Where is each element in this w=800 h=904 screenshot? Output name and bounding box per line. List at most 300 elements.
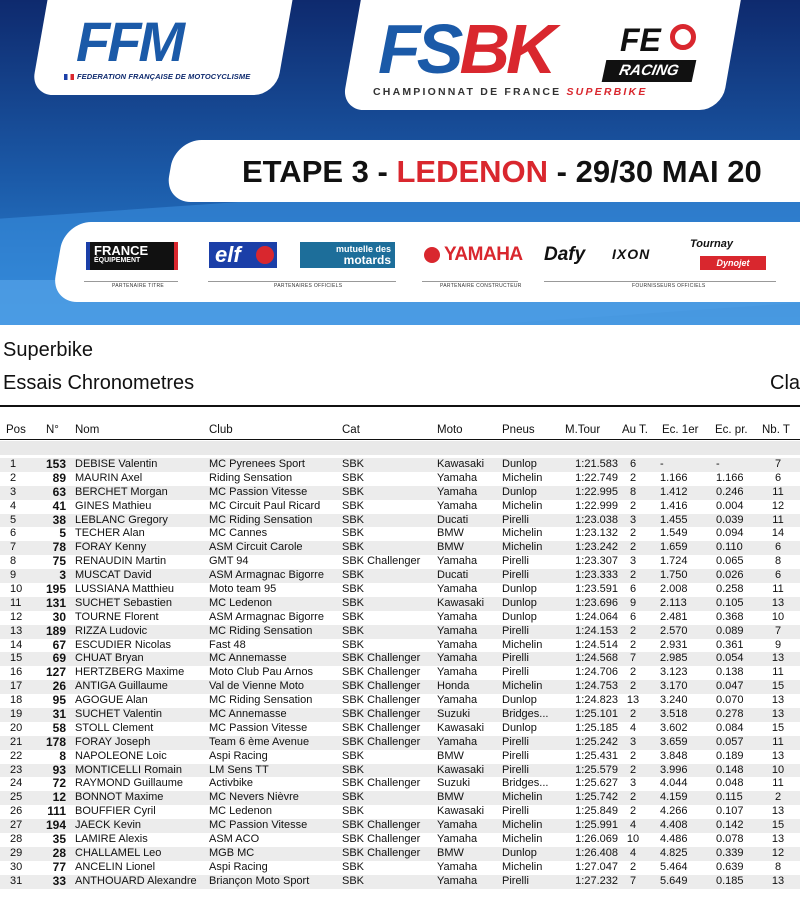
cell-gap-to-first: 2.985 (660, 652, 688, 665)
cell-category: SBK (342, 471, 365, 484)
cell-tyre-brand: Pirelli (502, 555, 529, 568)
cell-lap-number: 8 (629, 485, 637, 498)
cell-best-lap: 1:21.583 (575, 458, 618, 470)
french-flag-icon (64, 74, 74, 80)
cell-bib-number: 3 (59, 569, 66, 583)
cell-tyre-brand: Pirelli (502, 874, 529, 887)
cell-lap-count: 11 (772, 583, 784, 596)
mutuelle-motards-logo (300, 242, 395, 268)
cell-bike-brand: Yamaha (437, 485, 478, 498)
cell-best-lap: 1:23.591 (575, 583, 618, 596)
cell-bike-brand: Kawasaki (437, 458, 485, 470)
cell-tyre-brand: Pirelli (502, 763, 529, 776)
table-row (0, 611, 800, 625)
cell-bike-brand: Yamaha (437, 874, 478, 887)
cell-lap-number: 6 (629, 583, 637, 596)
cell-bike-brand: BMW (437, 541, 464, 554)
cell-lap-count: 7 (774, 458, 782, 470)
cell-tyre-brand: Bridges... (502, 708, 549, 721)
cell-lap-count: 6 (774, 569, 782, 582)
cell-best-lap: 1:23.132 (575, 527, 618, 540)
cell-rider-name: DEBISE Valentin (75, 458, 158, 470)
cell-gap-to-first: 1.412 (660, 485, 688, 498)
cell-lap-count: 11 (772, 777, 784, 790)
cell-gap-to-previous: 0.047 (716, 680, 744, 693)
cell-gap-to-previous: 0.639 (716, 860, 744, 873)
cell-club: ASM Armagnac Bigorre (209, 610, 324, 623)
cell-rider-name: SUCHET Valentin (75, 708, 163, 721)
cell-bike-brand: Yamaha (437, 652, 478, 665)
cell-best-lap: 1:23.242 (575, 541, 618, 554)
cell-gap-to-previous: 0.105 (716, 596, 744, 609)
cell-best-lap: 1:25.742 (575, 791, 618, 804)
cell-position: 11 (10, 596, 22, 609)
cell-lap-count: 6 (774, 471, 782, 484)
cell-lap-number: 2 (629, 569, 637, 582)
cell-lap-number: 2 (629, 499, 637, 512)
cell-bib-number: 38 (52, 513, 66, 527)
cell-gap-to-first: 1.750 (660, 569, 688, 582)
cell-lap-count: 7 (774, 624, 782, 637)
cell-gap-to-previous: 0.110 (716, 541, 743, 554)
cell-position: 24 (10, 777, 23, 790)
cell-lap-number: 4 (629, 721, 637, 734)
cell-lap-number: 2 (629, 805, 637, 818)
cell-gap-to-first: 4.408 (660, 819, 688, 832)
cell-club: MC Passion Vitesse (209, 485, 308, 498)
cell-bib-number: 189 (45, 624, 66, 638)
cell-club: MC Pyrenees Sport (209, 458, 305, 470)
cell-bike-brand: Suzuki (437, 777, 471, 790)
cell-best-lap: 1:23.333 (575, 569, 618, 582)
table-row (0, 666, 800, 680)
event-venue: LEDENON (396, 154, 549, 189)
cell-category: SBK (342, 749, 365, 762)
cell-position: 23 (10, 763, 23, 776)
cell-gap-to-first: 4.266 (660, 805, 688, 818)
cell-club: Moto team 95 (209, 583, 277, 596)
cell-lap-number: 6 (629, 610, 637, 623)
cell-category: SBK Challenger (342, 833, 421, 846)
cell-gap-to-first: 2.113 (660, 596, 687, 609)
cell-gap-to-previous: 0.278 (716, 708, 744, 721)
cell-gap-to-previous: 0.070 (716, 694, 744, 707)
cell-category: SBK Challenger (342, 819, 421, 832)
cell-rider-name: LUSSIANA Matthieu (75, 583, 175, 596)
cell-gap-to-first: 4.825 (660, 846, 688, 859)
cell-bib-number: 131 (45, 596, 66, 610)
cell-position: 19 (10, 708, 23, 721)
cell-position: 8 (10, 555, 17, 568)
cell-lap-count: 10 (771, 610, 785, 623)
cell-bike-brand: Kawasaki (437, 763, 485, 776)
cell-bib-number: 63 (52, 485, 66, 499)
cell-bib-number: 95 (52, 694, 66, 708)
cell-bib-number: 78 (52, 541, 66, 555)
cell-category: SBK (342, 805, 365, 818)
cell-lap-count: 10 (771, 763, 785, 776)
table-row (0, 597, 800, 611)
cell-gap-to-previous: 0.148 (716, 763, 744, 776)
cell-tyre-brand: Dunlop (502, 694, 537, 707)
cell-club: MGB MC (209, 846, 255, 859)
cell-bike-brand: Kawasaki (437, 805, 485, 818)
cell-gap-to-previous: 0.107 (716, 805, 744, 818)
cell-gap-to-first: 4.044 (660, 777, 688, 790)
table-row (0, 472, 800, 486)
cell-category: SBK Challenger (342, 680, 421, 693)
cell-lap-count: 15 (771, 721, 785, 734)
cell-club: Moto Club Pau Arnos (209, 666, 313, 679)
cell-best-lap: 1:26.069 (575, 833, 618, 846)
cell-category: SBK (342, 569, 365, 582)
cell-rider-name: MUSCAT David (75, 569, 152, 582)
cell-club: MC Annemasse (209, 708, 287, 721)
cell-tyre-brand: Michelin (502, 471, 543, 484)
cell-lap-number: 2 (629, 527, 637, 540)
cell-bike-brand: Yamaha (437, 471, 478, 484)
cell-lap-count: 11 (772, 485, 784, 498)
cell-best-lap: 1:24.706 (575, 666, 618, 679)
cell-rider-name: FORAY Kenny (75, 541, 147, 554)
cell-best-lap: 1:24.153 (575, 624, 618, 637)
cell-position: 13 (10, 624, 23, 637)
cell-rider-name: JAECK Kevin (75, 819, 142, 832)
cell-tyre-brand: Dunlop (502, 846, 537, 859)
cell-best-lap: 1:24.514 (575, 638, 618, 651)
cell-rider-name: LAMIRE Alexis (75, 833, 148, 846)
cell-gap-to-previous: 0.026 (716, 569, 744, 582)
cell-gap-to-first: 3.170 (660, 680, 688, 693)
col-header-name: Nom (75, 424, 100, 436)
col-header-number: N° (46, 424, 59, 436)
cell-gap-to-previous: 0.039 (716, 513, 744, 526)
cell-gap-to-previous: 0.084 (716, 721, 744, 734)
cell-tyre-brand: Michelin (502, 819, 543, 832)
cell-best-lap: 1:25.242 (575, 735, 618, 748)
cell-lap-number: 2 (629, 638, 637, 651)
cell-gap-to-first: 1.455 (660, 513, 688, 526)
cell-best-lap: 1:25.431 (575, 749, 618, 762)
cell-category: SBK Challenger (342, 777, 421, 790)
cell-category: SBK (342, 541, 365, 554)
dynojet-logo: Dynojet (700, 256, 766, 270)
cell-best-lap: 1:24.064 (575, 610, 618, 623)
cell-best-lap: 1:26.408 (575, 846, 618, 859)
cell-rider-name: ESCUDIER Nicolas (75, 638, 171, 651)
cell-lap-number: 2 (629, 666, 637, 679)
table-row (0, 805, 800, 819)
cell-rider-name: STOLL Clement (75, 721, 154, 734)
col-header-category: Cat (342, 424, 360, 436)
cell-lap-count: 2 (774, 791, 782, 804)
cell-lap-number: 2 (629, 749, 637, 762)
cell-category: SBK Challenger (342, 666, 421, 679)
cell-bike-brand: Yamaha (437, 583, 478, 596)
cell-gap-to-first: - (660, 458, 664, 470)
sponsor-caption-rule (422, 281, 518, 282)
cell-club: Aspi Racing (209, 860, 268, 873)
cell-tyre-brand: Michelin (502, 833, 543, 846)
cell-lap-count: 13 (771, 874, 785, 887)
table-row (0, 514, 800, 528)
championship-subtitle-suffix: SUPERBIKE (566, 86, 648, 98)
cell-bike-brand: Yamaha (437, 499, 478, 512)
cell-bib-number: 41 (52, 499, 66, 513)
table-row (0, 527, 800, 541)
cell-bib-number: 178 (45, 735, 66, 749)
cell-lap-count: 9 (774, 638, 782, 651)
cell-rider-name: AGOGUE Alan (75, 694, 148, 707)
cell-gap-to-previous: 0.189 (716, 749, 744, 762)
cell-bike-brand: Ducati (437, 569, 469, 582)
france-equipement-logo (86, 242, 178, 270)
cell-bib-number: 5 (59, 527, 66, 541)
cell-bike-brand: BMW (437, 791, 464, 804)
cell-category: SBK (342, 583, 365, 596)
cell-lap-number: 2 (629, 471, 637, 484)
cell-best-lap: 1:22.999 (575, 499, 618, 512)
cell-gap-to-first: 3.996 (660, 763, 688, 776)
cell-category: SBK (342, 513, 365, 526)
cell-best-lap: 1:23.696 (575, 596, 618, 609)
cell-gap-to-first: 2.008 (660, 583, 688, 596)
cell-rider-name: TECHER Alan (75, 527, 145, 540)
cell-club: MC Circuit Paul Ricard (209, 499, 321, 512)
cell-bib-number: 75 (52, 555, 66, 569)
cell-gap-to-previous: 0.004 (716, 499, 744, 512)
cell-lap-count: 11 (772, 735, 784, 748)
col-header-bike: Moto (437, 424, 463, 436)
cell-category: SBK Challenger (342, 652, 421, 665)
cell-lap-number: 2 (629, 860, 637, 873)
cell-rider-name: HERTZBERG Maxime (75, 666, 185, 679)
cell-lap-count: 11 (772, 666, 784, 679)
cell-gap-to-previous: 0.258 (716, 583, 744, 596)
cell-bike-brand: Yamaha (437, 735, 478, 748)
cell-bib-number: 77 (52, 860, 66, 874)
cell-position: 30 (10, 860, 23, 873)
table-row (0, 819, 800, 833)
cell-club: MC Annemasse (209, 652, 287, 665)
cell-club: ASM Armagnac Bigorre (209, 569, 324, 582)
cell-lap-count: 15 (771, 680, 785, 693)
cell-position: 5 (10, 513, 17, 526)
cell-bib-number: 35 (52, 833, 66, 847)
cell-bike-brand: Yamaha (437, 555, 478, 568)
table-row (0, 736, 800, 750)
cell-rider-name: BOUFFIER Cyril (75, 805, 156, 818)
cell-lap-count: 11 (772, 513, 784, 526)
cell-bib-number: 89 (52, 471, 66, 485)
cell-bib-number: 127 (45, 666, 66, 680)
cell-bike-brand: Yamaha (437, 833, 478, 846)
cell-bike-brand: Ducati (437, 513, 469, 526)
dafy-logo: Dafy (544, 244, 586, 265)
cell-rider-name: BONNOT Maxime (75, 791, 164, 804)
col-header-lap-no: Au T. (622, 424, 648, 436)
table-row (0, 639, 800, 653)
cell-lap-count: 13 (771, 652, 785, 665)
cell-bike-brand: Kawasaki (437, 721, 485, 734)
cell-bike-brand: Suzuki (437, 708, 471, 721)
cell-bike-brand: BMW (437, 749, 464, 762)
fe-logo: FE (620, 22, 661, 58)
cell-category: SBK (342, 610, 365, 623)
cell-bib-number: 33 (52, 874, 66, 888)
france-equipement-text: FRANCE (94, 243, 149, 258)
cell-bib-number: 12 (52, 791, 66, 805)
cell-bike-brand: Yamaha (437, 860, 478, 873)
table-row (0, 847, 800, 861)
yamaha-logo: YAMAHA (444, 244, 523, 265)
cell-category: SBK (342, 624, 365, 637)
cell-gap-to-first: 3.240 (660, 694, 688, 707)
cell-lap-count: 14 (771, 527, 785, 540)
cell-rider-name: RENAUDIN Martin (75, 555, 167, 568)
header-divider (0, 439, 800, 440)
col-header-gap-first: Ec. 1er (662, 424, 699, 436)
cell-tyre-brand: Bridges... (502, 777, 549, 790)
cell-bike-brand: Yamaha (437, 694, 478, 707)
table-row (0, 555, 800, 569)
cell-best-lap: 1:24.753 (575, 680, 618, 693)
cell-bib-number: 26 (52, 680, 66, 694)
elf-logo: elf (209, 242, 277, 268)
cell-bike-brand: Yamaha (437, 666, 478, 679)
cell-tyre-brand: Pirelli (502, 749, 529, 762)
cell-gap-to-first: 1.659 (660, 541, 688, 554)
cell-lap-number: 2 (629, 708, 637, 721)
cell-category: SBK (342, 791, 365, 804)
cell-lap-count: 13 (771, 694, 785, 707)
table-row (0, 541, 800, 555)
series-title: Superbike (3, 339, 94, 361)
cell-tyre-brand: Dunlop (502, 610, 537, 623)
cell-category: SBK (342, 499, 365, 512)
cell-rider-name: MAURIN Axel (75, 471, 143, 484)
table-spacer-band (0, 441, 800, 455)
cell-tyre-brand: Michelin (502, 541, 543, 554)
cell-gap-to-previous: 0.094 (716, 527, 744, 540)
cell-lap-number: 2 (629, 541, 637, 554)
table-row (0, 861, 800, 875)
cell-position: 2 (10, 471, 17, 484)
cell-tyre-brand: Pirelli (502, 666, 529, 679)
motards-text: motards (343, 253, 391, 267)
cell-category: SBK Challenger (342, 846, 421, 859)
cell-gap-to-first: 2.931 (660, 638, 688, 651)
cell-category: SBK (342, 458, 365, 470)
cell-gap-to-previous: 0.361 (716, 638, 744, 651)
cell-gap-to-previous: 0.054 (716, 652, 744, 665)
cell-lap-count: 8 (774, 555, 782, 568)
cell-best-lap: 1:25.627 (575, 777, 618, 790)
cell-gap-to-first: 3.848 (660, 749, 688, 762)
cell-bike-brand: BMW (437, 527, 464, 540)
cell-position: 20 (10, 721, 23, 734)
cell-club: Riding Sensation (209, 471, 293, 484)
sponsor-caption: FOURNISSEURS OFFICIELS (632, 283, 706, 289)
cell-gap-to-previous: 0.078 (716, 833, 744, 846)
cell-gap-to-first: 1.416 (660, 499, 688, 512)
cell-best-lap: 1:23.307 (575, 555, 618, 568)
cell-bib-number: 8 (59, 749, 66, 763)
cell-rider-name: RIZZA Ludovic (75, 624, 148, 637)
cell-gap-to-previous: 0.057 (716, 735, 744, 748)
cell-gap-to-previous: 0.339 (716, 846, 744, 859)
cell-category: SBK Challenger (342, 694, 421, 707)
cell-category: SBK Challenger (342, 708, 421, 721)
title-divider (0, 405, 800, 407)
cell-tyre-brand: Dunlop (502, 583, 537, 596)
cell-best-lap: 1:25.185 (575, 721, 618, 734)
cell-bib-number: 69 (52, 652, 66, 666)
championship-subtitle-prefix: CHAMPIONNAT DE FRANCE (373, 86, 562, 98)
cell-lap-count: 8 (774, 860, 782, 873)
cell-best-lap: 1:25.991 (575, 819, 618, 832)
cell-gap-to-first: 4.486 (660, 833, 688, 846)
table-row (0, 583, 800, 597)
cell-bib-number: 30 (52, 610, 66, 624)
cell-club: MC Passion Vitesse (209, 721, 308, 734)
cell-best-lap: 1:24.823 (575, 694, 618, 707)
cell-gap-to-first: 1.166 (660, 471, 688, 484)
table-row (0, 777, 800, 791)
cell-lap-number: 13 (626, 694, 640, 707)
cell-gap-to-first: 5.464 (660, 860, 688, 873)
cell-tyre-brand: Pirelli (502, 652, 529, 665)
cell-gap-to-previous: 0.185 (716, 874, 744, 887)
cell-lap-number: 3 (629, 777, 637, 790)
cell-best-lap: 1:24.568 (575, 652, 618, 665)
cell-club: Briançon Moto Sport (209, 874, 310, 887)
france-equipement-sub: ÉQUIPEMENT (94, 257, 141, 264)
cell-club: Activbike (209, 777, 254, 790)
tournay-logo: Tournay (690, 238, 733, 250)
cell-rider-name: GINES Mathieu (75, 499, 152, 512)
cell-position: 27 (10, 819, 23, 832)
sponsor-caption-rule (544, 281, 776, 282)
cell-gap-to-previous: 0.065 (716, 555, 744, 568)
cell-bib-number: 93 (52, 763, 66, 777)
cell-gap-to-first: 3.123 (660, 666, 688, 679)
cell-bib-number: 194 (45, 819, 66, 833)
cell-gap-to-previous: 0.138 (716, 666, 744, 679)
ffm-logo: FFM (76, 10, 183, 73)
cell-tyre-brand: Pirelli (502, 805, 529, 818)
classification-title: Cla (770, 372, 800, 394)
cell-club: MC Ledenon (209, 805, 272, 818)
cell-position: 10 (10, 583, 23, 596)
cell-lap-number: 4 (629, 846, 637, 859)
mutuelle-text: mutuelle des (335, 244, 391, 254)
cell-bib-number: 72 (52, 777, 66, 791)
cell-category: SBK (342, 527, 365, 540)
table-row (0, 750, 800, 764)
event-dates: - 29/30 MAI 20 (548, 154, 762, 189)
cell-best-lap: 1:27.232 (575, 874, 618, 887)
cell-gap-to-first: 4.159 (660, 791, 688, 804)
cell-position: 25 (10, 791, 23, 804)
cell-tyre-brand: Dunlop (502, 485, 537, 498)
cell-club: ASM Circuit Carole (209, 541, 303, 554)
cell-rider-name: CHUAT Bryan (75, 652, 144, 665)
cell-lap-number: 9 (629, 596, 637, 609)
cell-rider-name: LEBLANC Gregory (75, 513, 168, 526)
table-row (0, 694, 800, 708)
fe-ring-icon (670, 24, 696, 50)
